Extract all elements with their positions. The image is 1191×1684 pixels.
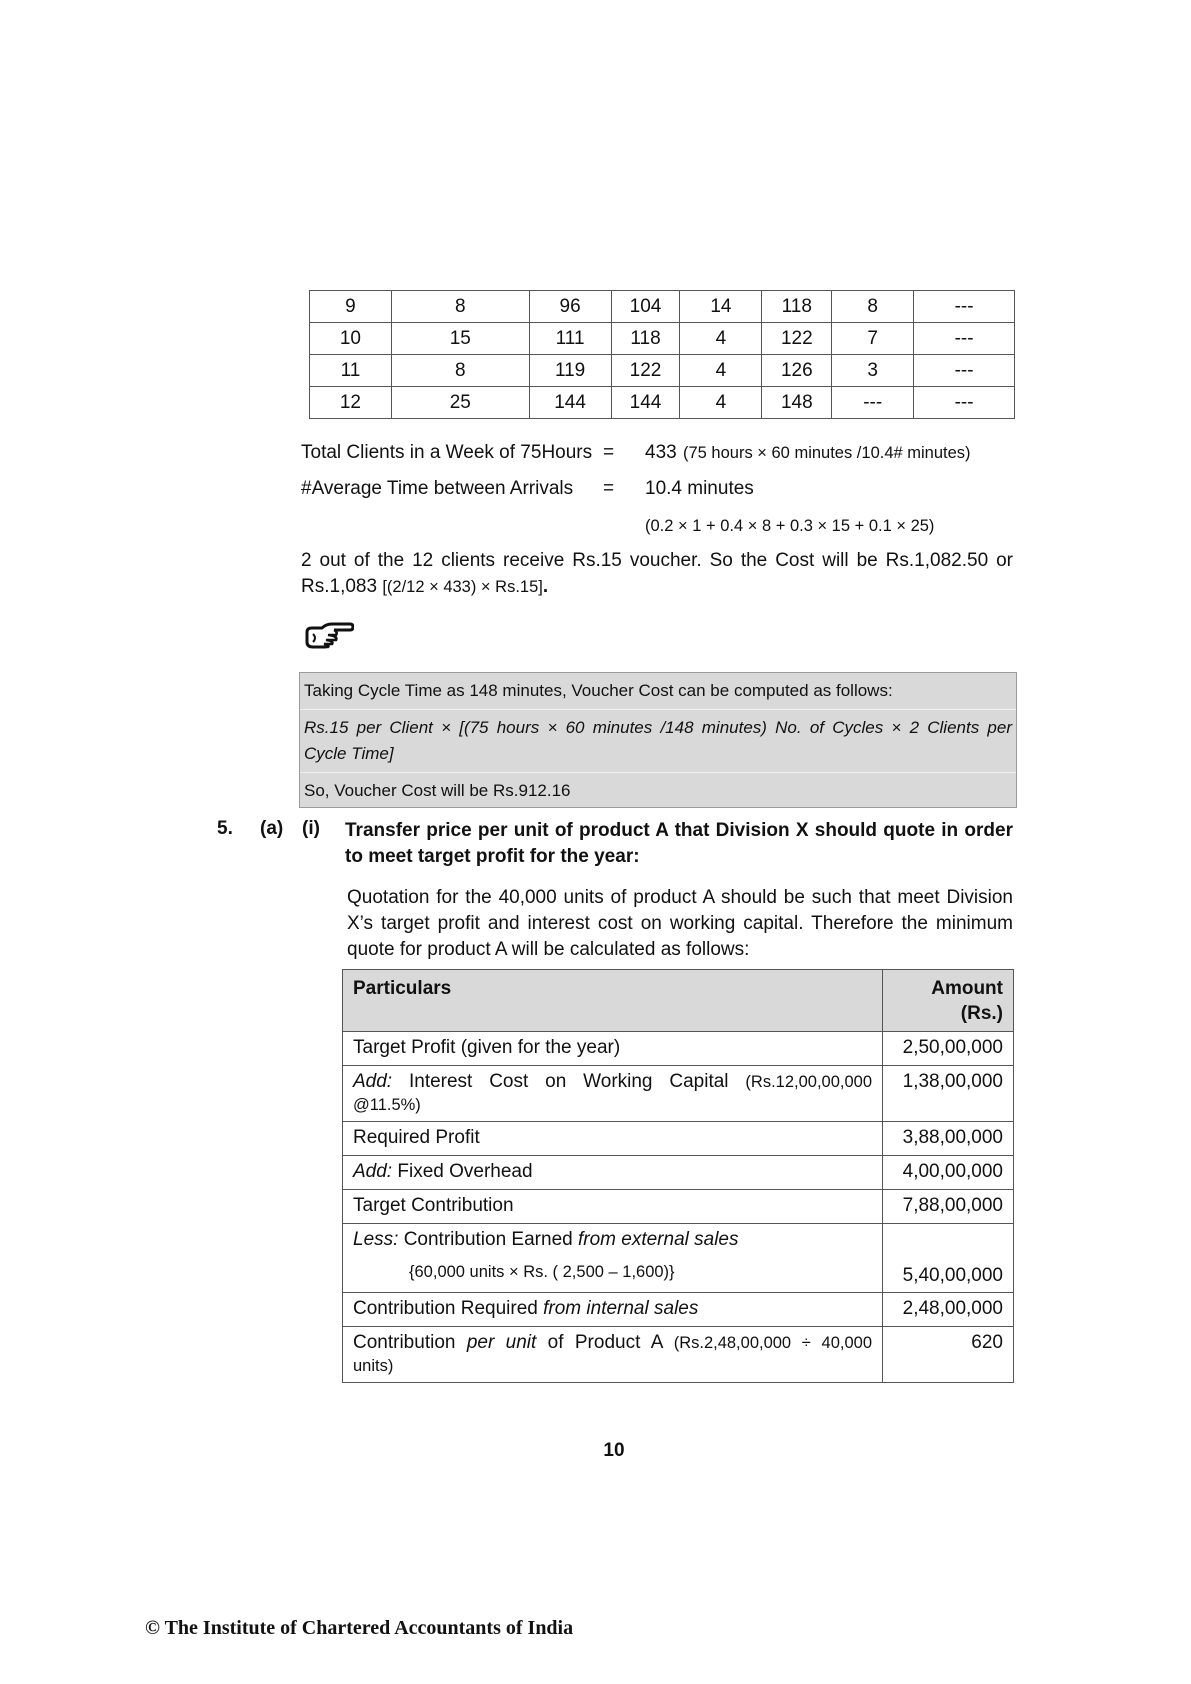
- table-row: Contribution Required from internal sales 2,48,00,000: [343, 1293, 1014, 1327]
- total-clients-value: 433: [645, 442, 677, 463]
- pointing-hand-icon: [304, 620, 354, 652]
- table-row: 10 15 111 118 4 122 7 ---: [310, 323, 1015, 355]
- note-line-2b: Cycle Time]: [304, 744, 394, 763]
- table-row: Add: Fixed Overhead 4,00,00,000: [343, 1156, 1014, 1190]
- table-row: Contribution per unit of Product A (Rs.2,48,00,000 ÷ 40,000 units) 620: [343, 1327, 1014, 1383]
- avg-time-formula-row: [301, 517, 1021, 545]
- avg-time-label: #Average Time between Arrivals: [301, 478, 574, 499]
- particulars-header: Particulars: [343, 970, 883, 1032]
- avg-time-value: 10.4 minutes: [645, 478, 754, 499]
- note-box: [299, 672, 1017, 808]
- total-clients-row: [301, 442, 1021, 470]
- table-row: Target Profit (given for the year) 2,50,00,000: [343, 1032, 1014, 1066]
- calculation-table: [342, 969, 1014, 1383]
- total-clients-label: Total Clients in a Week of 75Hours: [301, 442, 593, 463]
- note-line-3: So, Voucher Cost will be Rs.912.16: [304, 781, 571, 800]
- table-header-row: [343, 970, 1014, 1032]
- arrival-table: [309, 290, 1015, 419]
- table-row: 11 8 119 122 4 126 3 ---: [310, 355, 1015, 387]
- equals-sign: =: [603, 478, 615, 499]
- table-row: Target Contribution 7,88,00,000: [343, 1190, 1014, 1224]
- question-part: (a): [260, 818, 284, 839]
- table-row: 12 25 144 144 4 148 --- ---: [310, 387, 1015, 419]
- table-row: Add: Interest Cost on Working Capital (Rs.12,00,00,000 @11.5%) 1,38,00,000: [343, 1066, 1014, 1122]
- footer-copyright: © The Institute of Chartered Accountants of India: [145, 1617, 574, 1639]
- note-separator: [300, 772, 1016, 773]
- table-row: 9 8 96 104 14 118 8 ---: [310, 291, 1015, 323]
- avg-time-formula: (0.2 × 1 + 0.4 × 8 + 0.3 × 15 + 0.1 × 25): [645, 517, 935, 535]
- avg-time-row: [301, 478, 1021, 506]
- amount-header: Amount (Rs.): [883, 970, 1014, 1032]
- question-title: Transfer price per unit of product A that Division X should quote in order to meet target profit for the year:: [345, 820, 1013, 867]
- question-number: 5.: [217, 818, 233, 839]
- page-number: 10: [603, 1440, 625, 1461]
- question-paragraph: Quotation for the 40,000 units of product A should be such that meet Division X’s target profit and interest cost on working capital. Therefore the minimum quote for product A will be calculated as follows:: [347, 887, 1013, 960]
- table-row: Required Profit 3,88,00,000: [343, 1122, 1014, 1156]
- equals-sign: =: [603, 442, 615, 463]
- voucher-cost-line-2: Rs.1,083 [(2/12 × 433) × Rs.15].: [301, 576, 549, 597]
- note-line-2a: Rs.15 per Client × [(75 hours × 60 minutes /148 minutes) No. of Cycles × 2 Clients per: [304, 718, 1012, 737]
- total-clients-note: (75 hours × 60 minutes /10.4# minutes): [683, 444, 971, 462]
- note-line-1: Taking Cycle Time as 148 minutes, Voucher Cost can be computed as follows:: [304, 681, 893, 700]
- table-row: Less: Contribution Earned from external sales {60,000 units × Rs. ( 2,500 – 1,600)} 5,40,00,000: [343, 1224, 1014, 1293]
- voucher-cost-line-1: 2 out of the 12 clients receive Rs.15 voucher. So the Cost will be Rs.1,082.50 or: [301, 550, 1013, 571]
- note-separator: [300, 709, 1016, 710]
- question-subpart: (i): [302, 818, 320, 839]
